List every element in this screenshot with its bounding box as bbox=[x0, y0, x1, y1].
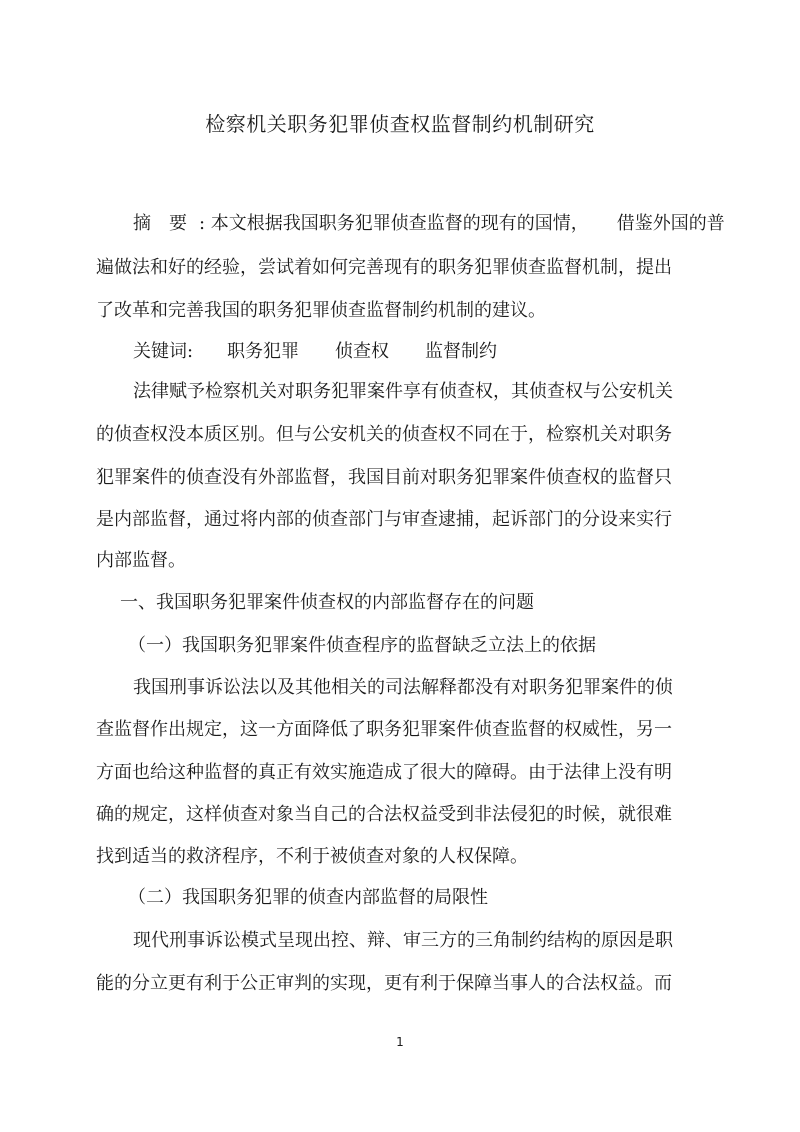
abstract-text-1b: 借鉴外国的普 bbox=[616, 213, 725, 234]
keywords-line bbox=[133, 340, 533, 364]
paragraph-1-line: 法律赋予检察机关对职务犯罪案件享有侦查权，其侦查权与公安机关 bbox=[133, 381, 673, 402]
paragraph-1-line: 是内部监督，通过将内部的侦查部门与审查逮捕，起诉部门的分设来实行 bbox=[96, 509, 672, 530]
paragraph-1-line: 内部监督。 bbox=[96, 550, 186, 571]
paragraph-3-line: 能的分立更有利于公正审判的实现，更有利于保障当事人的合法权益。而 bbox=[96, 973, 672, 994]
paragraph-2-line: 确的规定，这样侦查对象当自己的合法权益受到非法侵犯的时候，就很难 bbox=[96, 804, 672, 825]
keywords-label: 关键词: bbox=[133, 341, 194, 362]
section-heading: 一、我国职务犯罪案件侦查权的内部监督存在的问题 bbox=[120, 592, 534, 613]
abstract-line-2: 遍做法和好的经验，尝试着如何完善现有的职务犯罪侦查监督机制，提出 bbox=[96, 257, 672, 278]
subsection-heading: （一）我国职务犯罪案件侦查程序的监督缺乏立法上的依据 bbox=[128, 635, 596, 656]
paragraph-2-line: 方面也给这种监督的真正有效实施造成了很大的障碍。由于法律上没有明 bbox=[96, 762, 672, 783]
paragraph-1-line: 的侦查权没本质区别。但与公安机关的侦查权不同在于，检察机关对职务 bbox=[96, 424, 672, 445]
subsection-heading: （二）我国职务犯罪的侦查内部监督的局限性 bbox=[128, 887, 488, 908]
document-title: 检察机关职务犯罪侦查权监督制约机制研究 bbox=[205, 112, 595, 136]
paragraph-2-line: 查监督作出规定，这一方面降低了职务犯罪案件侦查监督的权威性，另一 bbox=[96, 719, 672, 740]
paragraph-1-line: 犯罪案件的侦查没有外部监督，我国目前对职务犯罪案件侦查权的监督只 bbox=[96, 467, 672, 488]
abstract-text-1a: : 本文根据我国职务犯罪侦查监督的现有的国情， bbox=[199, 213, 589, 234]
keyword-item: 监督制约 bbox=[425, 341, 497, 362]
abstract-tag: 摘 要 bbox=[133, 213, 187, 234]
keyword-item: 职务犯罪 bbox=[227, 341, 299, 362]
paragraph-3-line: 现代刑事诉讼模式呈现出控、辩、审三方的三角制约结构的原因是职 bbox=[133, 930, 673, 951]
abstract-line-1 bbox=[133, 212, 725, 236]
keyword-item: 侦查权 bbox=[335, 341, 389, 362]
paragraph-2-line: 找到适当的救济程序，不利于被侦查对象的人权保障。 bbox=[96, 846, 528, 867]
page-number: 1 bbox=[396, 1035, 404, 1049]
paragraph-2-line: 我国刑事诉讼法以及其他相关的司法解释都没有对职务犯罪案件的侦 bbox=[133, 677, 673, 698]
abstract-line-3: 了改革和完善我国的职务犯罪侦查监督制约机制的建议。 bbox=[96, 300, 546, 321]
